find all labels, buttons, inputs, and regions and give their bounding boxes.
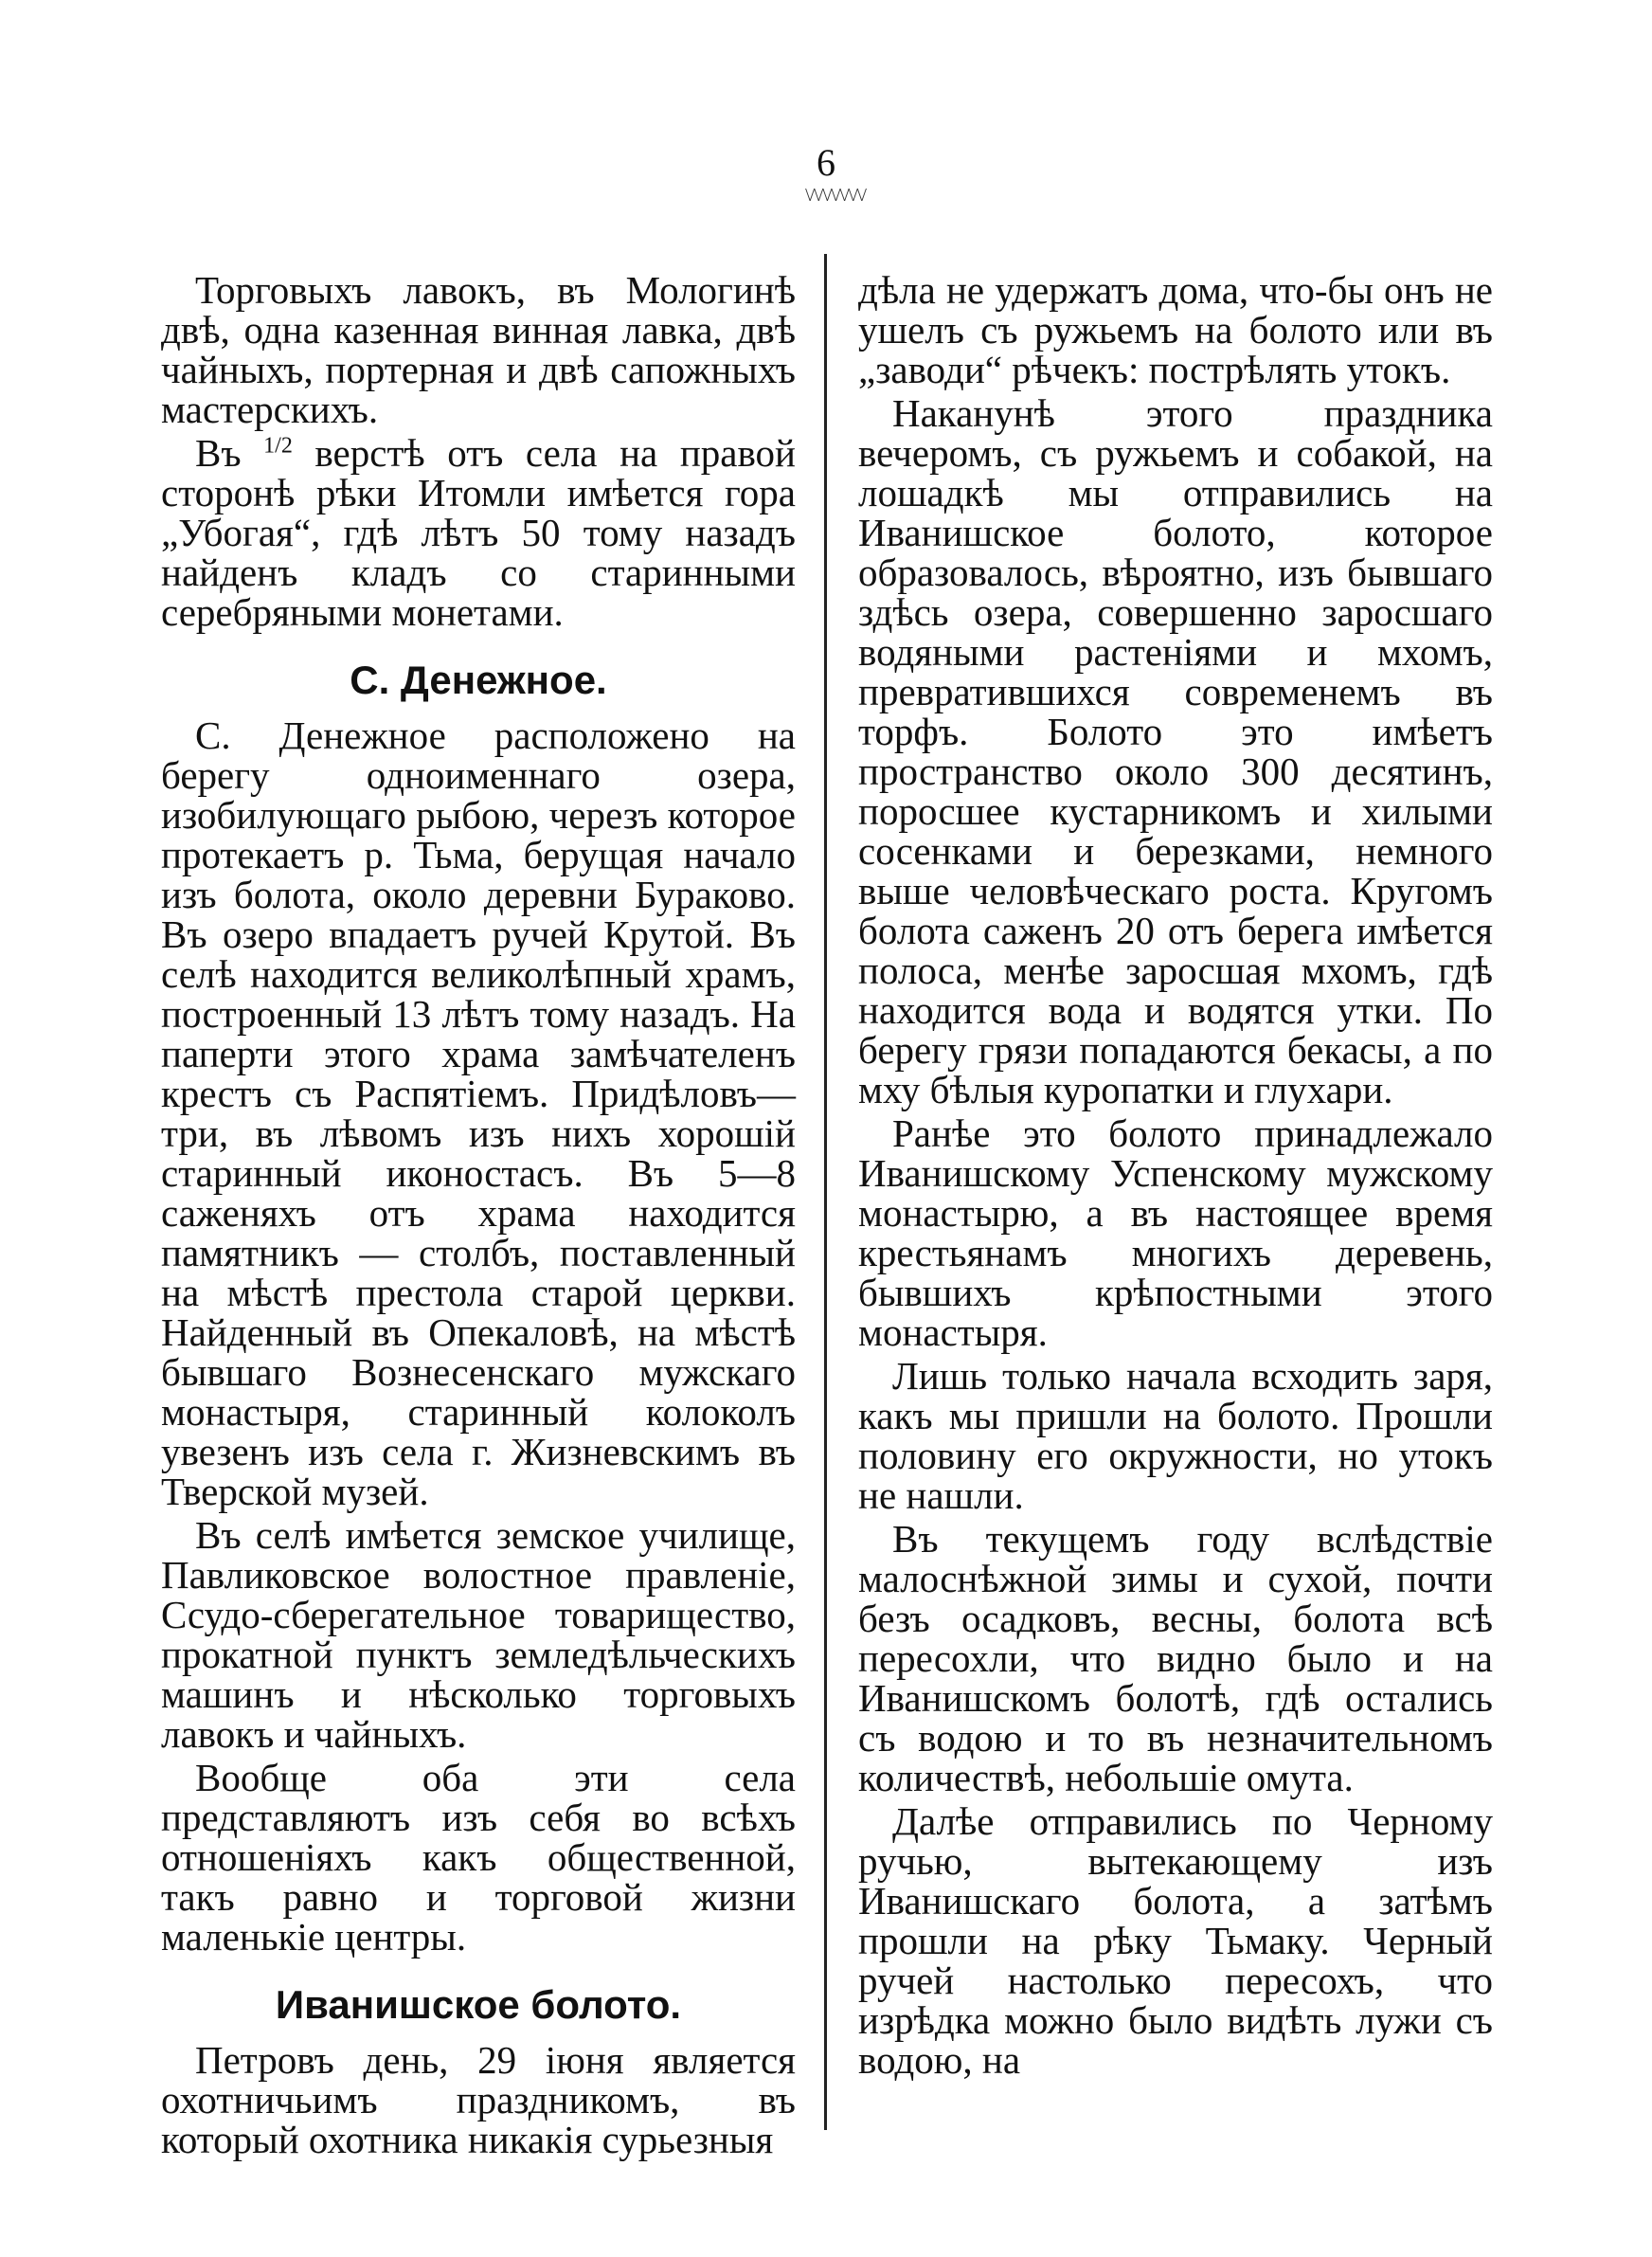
page-number: 6 (817, 141, 835, 184)
paragraph: Въ текущемъ году вслѣдствіе малоснѣжной зимы и сухой, почти безъ осадковъ, весны, болота всѣ пересохли, что видно было и на Иванишскомъ болотѣ, гдѣ остались съ водою и то въ незначительномъ количествѣ, небольшіе омута. (858, 1517, 1493, 1799)
paragraph-text: верстѣ отъ села на правой сторонѣ рѣки Итомли имѣется гора „Убогая“, гдѣ лѣтъ 50 тому назадъ найденъ кладъ со старинными серебряными монетами. (161, 431, 796, 634)
section-heading: С. Денежное. (350, 658, 607, 702)
paragraph: С. Денежное расположено на берегу одноименнаго озера, изобилующаго рыбою, черезъ которое протекаетъ р. Тьма, берущая начало изъ болота, около деревни Бураково. Въ озеро впадаетъ ручей Крутой. Въ селѣ находится великолѣпный храмъ, построенный 13 лѣтъ тому назадъ. На паперти этого храма замѣчателенъ крестъ съ Распятіемъ. Придѣловъ—три, въ лѣвомъ изъ нихъ хорошій старинный иконостасъ. Въ 5—8 саженяхъ отъ храма находится памятникъ — столбъ, поставленный на мѣстѣ престола старой церкви. Найденный въ Опекаловѣ, на мѣстѣ бывшаго Вознесенскаго мужскаго монастыря, старинный колоколъ увезенъ изъ села г. Жизневскимъ въ Тверской музей. (161, 713, 796, 1513)
paragraph-text: Въ (195, 431, 264, 475)
paragraph: Петровъ день, 29 іюня является охотничьимъ праздникомъ, въ который охотника никакія сурьезныя (161, 2038, 796, 2161)
fraction: 1/2 (263, 433, 293, 459)
section-heading: Иванишское болото. (275, 1982, 682, 2027)
paragraph (161, 433, 796, 632)
paragraph: Въ селѣ имѣется земское училище, Павликовское волостное правленіе, Ссудо-сберегательное товарищество, прокатной пунктъ земледѣльческихъ машинъ и нѣсколько торговыхъ лавокъ и чайныхъ. (161, 1513, 796, 1756)
ornament-divider: \/\/\/\/\/\/\/ (805, 185, 866, 206)
column-divider (824, 254, 827, 2130)
paragraph: Лишь только начала всходить заря, какъ мы пришли на болото. Прошли половину его окружности, но утокъ не нашли. (858, 1354, 1493, 1517)
paragraph: Торговыхъ лавокъ, въ Мологинѣ двѣ, одна казенная винная лавка, двѣ чайныхъ, портерная и двѣ сапожныхъ мастерскихъ. (161, 268, 796, 431)
right-column (858, 270, 1493, 2084)
paragraph: Далѣе отправились по Черному ручью, вытекающему изъ Иванишскаго болота, а затѣмъ прошли на рѣку Тьмаку. Черный ручей настолько пересохъ, что изрѣдка можно было видѣть лужи съ водою, на (858, 1799, 1493, 2082)
left-column (161, 270, 796, 2163)
paragraph: Наканунѣ этого праздника вечеромъ, съ ружьемъ и собакой, на лошадкѣ мы отправились на Иванишское болото, которое образовалось, вѣроятно, изъ бывшаго здѣсь озера, совершенно заросшаго водяными растеніями и мхомъ, превратившихся современемъ въ торфъ. Болото это имѣетъ пространство около 300 десятинъ, поросшее кустарникомъ и хилыми сосенками и березками, немного выше человѣческаго роста. Кругомъ болота саженъ 20 отъ берега имѣется полоса, менѣе заросшая мхомъ, гдѣ находится вода и водятся утки. По берегу грязи попадаются бекасы, а по мху бѣлыя куропатки и глухари. (858, 391, 1493, 1111)
paragraph: дѣла не удержатъ дома, что-бы онъ не ушелъ съ ружьемъ на болото или въ „заводи“ рѣчекъ: пострѣлять утокъ. (858, 268, 1493, 391)
paragraph: Вообще оба эти села представляютъ изъ себя во всѣхъ отношеніяхъ какъ общественной, такъ равно и торговой жизни маленькіе центры. (161, 1756, 796, 1959)
paragraph: Ранѣе это болото принадлежало Иванишскому Успенскому мужскому монастырю, а въ настоящее время крестьянамъ многихъ деревень, бывшихъ крѣпостными этого монастыря. (858, 1111, 1493, 1354)
